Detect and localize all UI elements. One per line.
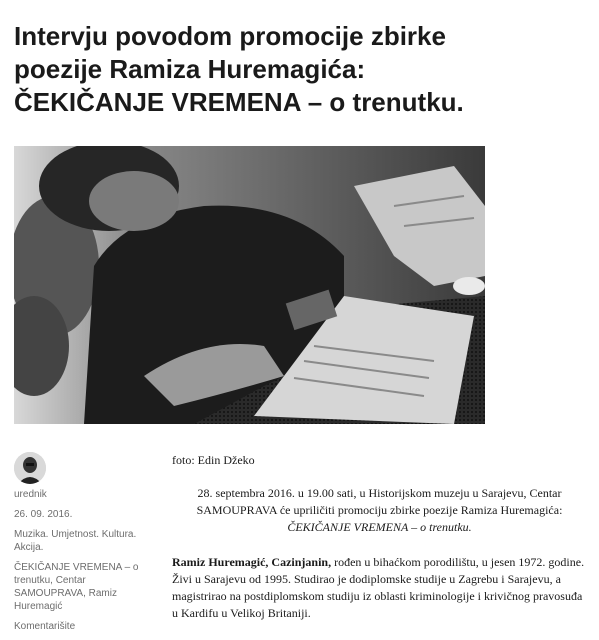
bio-text: rođen u bihaćkom porodilištu, u jesen 1972. godine. Živi u Sarajevu od 1995. Studirao je dodiplomske studije u Zagrebu i Sarajevu, a magistrirao na postdiplomskom studiju iz oblasti kriminologije i krivičnog pravosuđa u Kardifu u Velikoj Britaniji.	[172, 555, 585, 620]
featured-photo-image	[14, 146, 485, 424]
featured-photo	[14, 146, 485, 424]
bio-paragraph	[172, 554, 587, 622]
bio-name: Ramiz Huremagić, Cazinjanin,	[172, 555, 332, 569]
author-avatar[interactable]	[14, 452, 46, 484]
post-meta	[14, 452, 149, 633]
title-line-3: ČEKIČANJE VREMENA – o trenutku.	[14, 87, 464, 117]
photo-caption: foto: Edin Džeko	[172, 453, 255, 467]
post-categories[interactable]: Muzika. Umjetnost. Kultura. Akcija.	[14, 529, 137, 553]
title-line-2: poezije Ramiza Huremagića:	[14, 54, 366, 84]
author-link[interactable]: urednik	[14, 489, 47, 500]
title-line-1: Intervju povodom promocije zbirke	[14, 21, 446, 51]
avatar-image	[14, 452, 46, 484]
post-tags[interactable]: ČEKIČANJE VREMENA – o trenutku, Centar SAMOUPRAVA, Ramiz Huremagić	[14, 562, 139, 612]
comment-link[interactable]: Komentarišite	[14, 621, 76, 632]
intro-text: 28. septembra 2016. u 19.00 sati, u Historijskom muzeju u Sarajevu, Centar SAMOUPRAVA će upriličiti promociju zbirke poezije Ramiza Huremagića:	[196, 486, 563, 517]
article-content	[172, 452, 587, 622]
article-title	[14, 20, 584, 119]
intro-book-title: ČEKIČANJE VREMENA – o trenutku.	[287, 520, 472, 534]
intro-paragraph	[172, 485, 587, 536]
post-date[interactable]: 26. 09. 2016.	[14, 509, 73, 520]
